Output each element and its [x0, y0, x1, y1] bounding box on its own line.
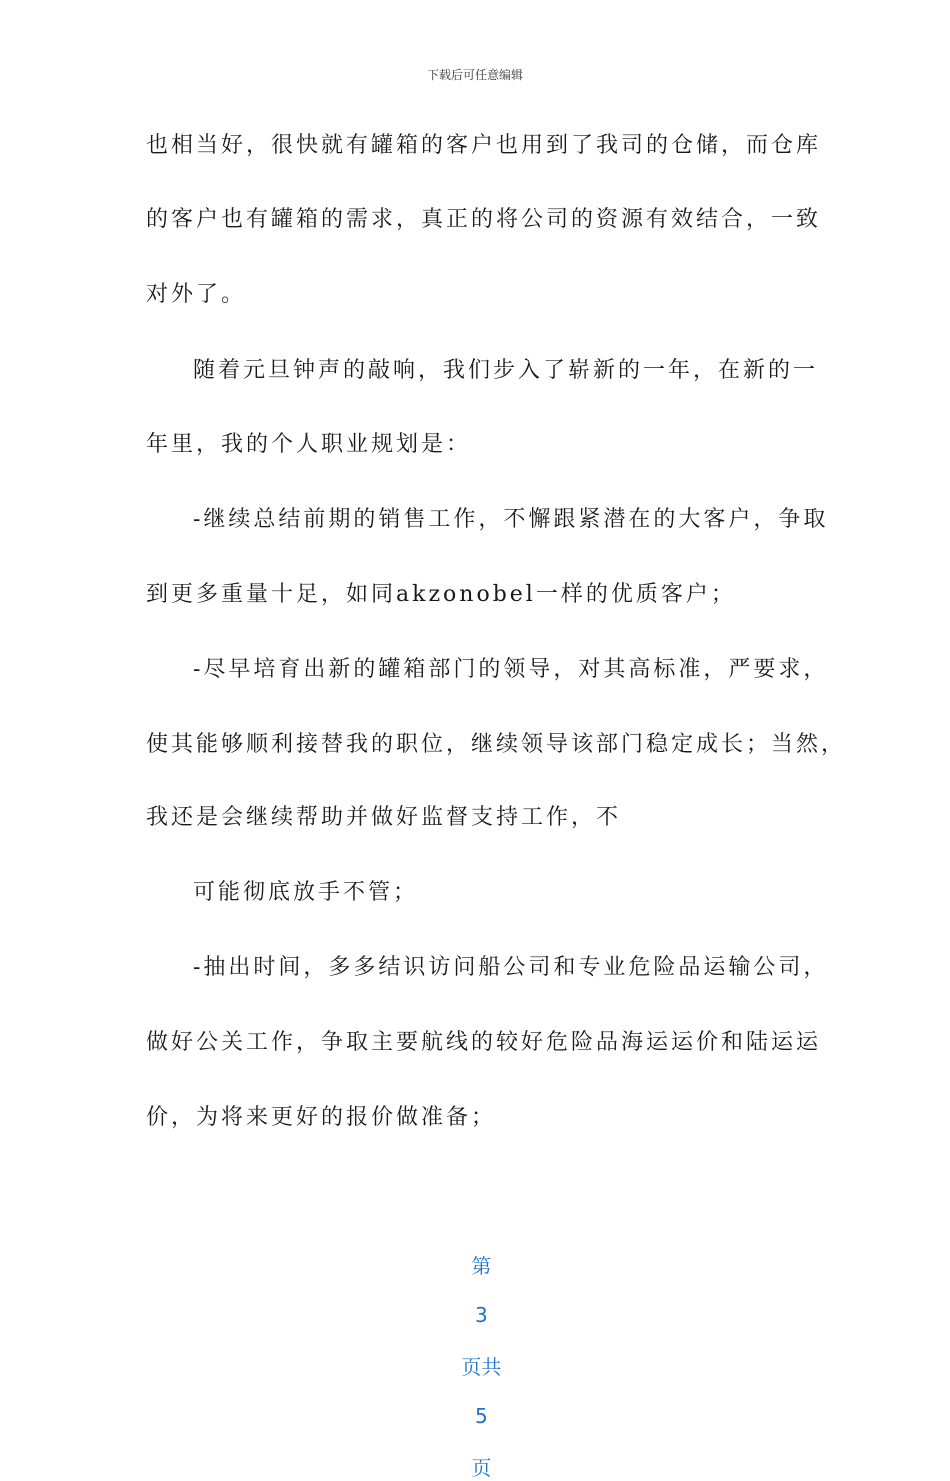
text-line: 也相当好，很快就有罐箱的客户也用到了我司的仓储，而仓库: [146, 133, 822, 158]
text-line: -继续总结前期的销售工作，不懈跟紧潜在的大客户，争取: [193, 507, 829, 532]
page-label-mid: 页共: [461, 1355, 502, 1379]
text-line: 可能彻底放手不管；: [193, 880, 419, 905]
text-line: 价，为将来更好的报价做准备；: [146, 1105, 497, 1130]
page-label-prefix: 第: [471, 1254, 492, 1278]
text-line: 使其能够顺利接替我的职位，继续领导该部门稳定成长；当然，: [146, 732, 847, 757]
text-line: 做好公关工作，争取主要航线的较好危险品海运运价和陆运运: [146, 1030, 822, 1055]
text-line: 的客户也有罐箱的需求，真正的将公司的资源有效结合，一致: [146, 207, 822, 232]
text-line: 随着元旦钟声的敲响，我们步入了崭新的一年，在新的一: [193, 358, 819, 383]
page-header: 下载后可任意编辑: [426, 68, 523, 82]
text-line: 我还是会继续帮助并做好监督支持工作，不: [146, 805, 622, 830]
page-footer: [0, 1226, 950, 1481]
text-line: -抽出时间，多多结识访问船公司和专业危险品运输公司，: [193, 955, 829, 980]
page-label-suffix: 页: [471, 1456, 492, 1480]
text-line: 年里，我的个人职业规划是：: [146, 432, 472, 457]
text-line: 到更多重量十足，如同akzonobel一样的优质客户；: [146, 582, 736, 607]
text-line: -尽早培育出新的罐箱部门的领导，对其高标准，严要求，: [193, 657, 829, 682]
text-line: 对外了。: [146, 282, 247, 307]
total-pages-number: 5: [474, 1404, 488, 1428]
current-page-number: 3: [474, 1303, 488, 1327]
